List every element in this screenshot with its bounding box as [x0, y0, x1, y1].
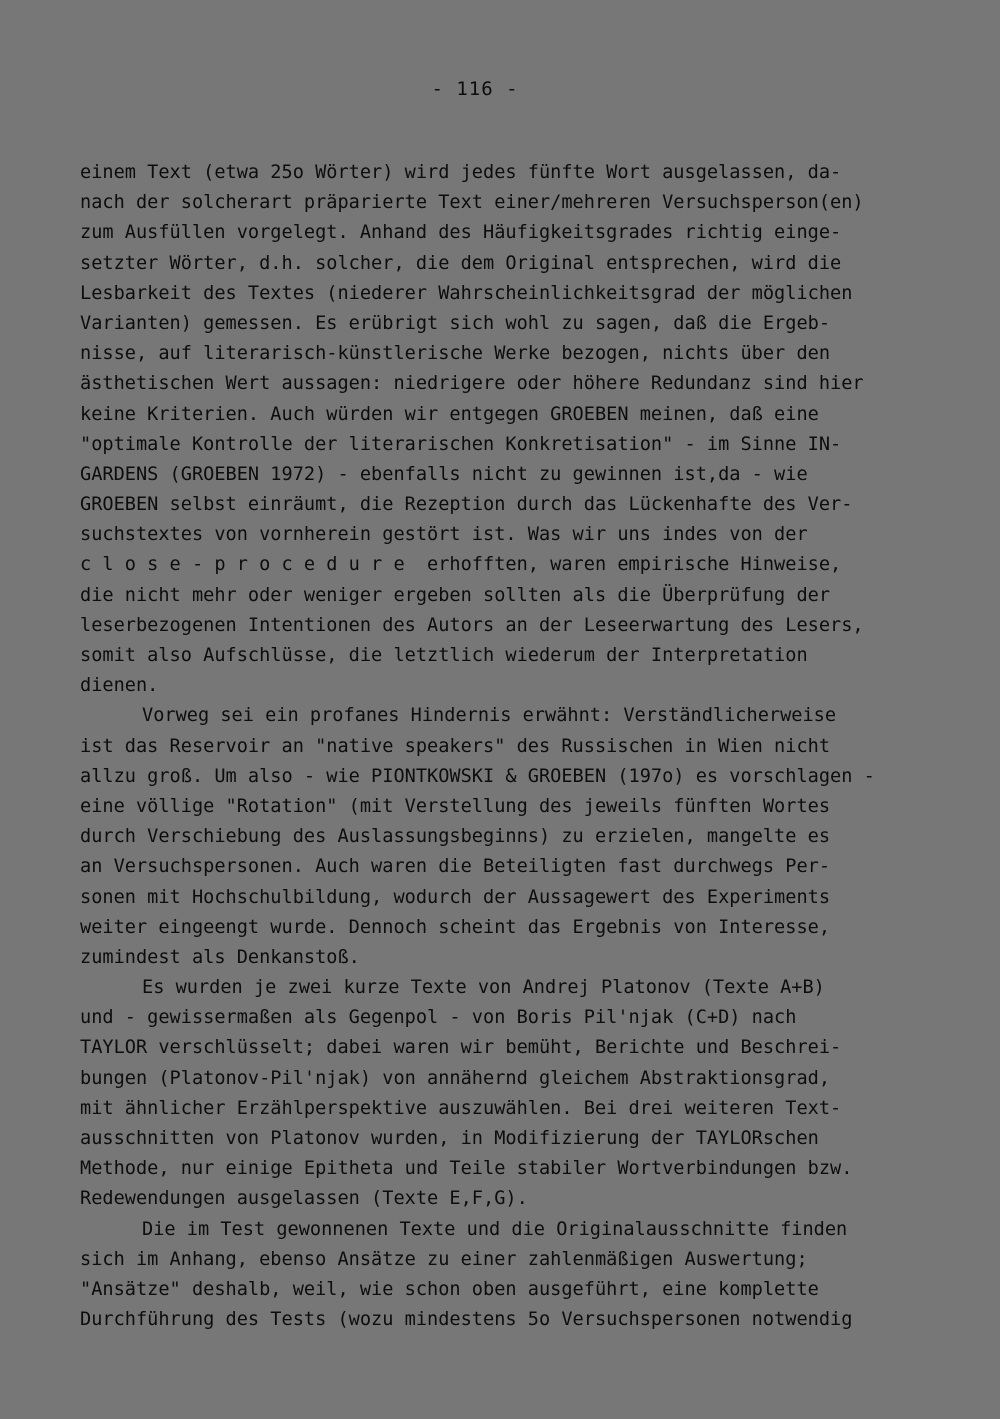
- text-line: setzter Wörter, d.h. solcher, die dem Original entsprechen, wird die: [80, 252, 842, 274]
- text-line: Es wurden je zwei kurze Texte von Andrej Platonov (Texte A+B): [142, 977, 825, 999]
- text-line: Die im Test gewonnenen Texte und die Originalausschnitte finden: [142, 1218, 848, 1240]
- text-line: Vorweg sei ein profanes Hindernis erwähnt: Verständlicherweise: [142, 705, 837, 727]
- text-line: GROEBEN selbst einräumt, die Rezeption durch das Lückenhafte des Ver-: [80, 494, 853, 516]
- text-line: dienen.: [80, 675, 159, 697]
- text-line: weiter eingeengt wurde. Dennoch scheint das Ergebnis von Interesse,: [80, 916, 831, 938]
- text-line: leserbezogenen Intentionen des Autors an der Leseerwartung des Lesers,: [80, 614, 864, 636]
- text-line: durch Verschiebung des Auslassungsbeginns) zu erzielen, mangelte es: [80, 826, 831, 848]
- text-line: Lesbarkeit des Textes (niederer Wahrscheinlichkeitsgrad der möglichen: [80, 282, 853, 304]
- text-line: keine Kriterien. Auch würden wir entgegen GROEBEN meinen, daß eine: [80, 403, 819, 425]
- text-line: c l o s e - p r o c e d u r e erhofften, waren empirische Hinweise,: [80, 554, 842, 576]
- text-line: ist das Reservoir an "native speakers" des Russischen in Wien nicht: [80, 735, 831, 757]
- text-line: zum Ausfüllen vorgelegt. Anhand des Häufigkeitsgrades richtig einge-: [80, 222, 842, 244]
- text-line: nach der solcherart präparierte Text einer/mehreren Versuchsperson(en): [80, 192, 864, 214]
- text-line: sich im Anhang, ebenso Ansätze zu einer zahlenmäßigen Auswertung;: [80, 1248, 808, 1270]
- text-line: mit ähnlicher Erzählperspektive auszuwählen. Bei drei weiteren Text-: [80, 1097, 842, 1119]
- text-line: bungen (Platonov-Pil'njak) von annähernd gleichem Abstraktionsgrad,: [80, 1067, 831, 1089]
- text-line: allzu groß. Um also - wie PIONTKOWSKI & GROEBEN (197o) es vorschlagen -: [80, 765, 875, 787]
- text-line: "Ansätze" deshalb, weil, wie schon oben ausgeführt, eine komplette: [80, 1278, 819, 1300]
- text-line: Redewendungen ausgelassen (Texte E,F,G).: [80, 1188, 528, 1210]
- text-line: nisse, auf literarisch-künstlerische Werke bezogen, nichts über den: [80, 343, 831, 365]
- text-line: Varianten) gemessen. Es erübrigt sich wohl zu sagen, daß die Ergeb-: [80, 312, 831, 334]
- text-line: an Versuchspersonen. Auch waren die Beteiligten fast durchwegs Per-: [80, 856, 831, 878]
- text-line: suchstextes von vornherein gestört ist. Was wir uns indes von der: [80, 524, 808, 546]
- text-line: somit also Aufschlüsse, die letztlich wiederum der Interpretation: [80, 645, 808, 666]
- text-line: die nicht mehr oder weniger ergeben sollten als die Überprüfung der: [80, 584, 831, 606]
- text-line: ästhetischen Wert aussagen: niedrigere oder höhere Redundanz sind hier: [80, 373, 864, 395]
- body-text: [80, 158, 940, 1335]
- page-number: - 116 -: [431, 78, 519, 100]
- text-line: und - gewissermaßen als Gegenpol - von Boris Pil'njak (C+D) nach: [80, 1007, 797, 1029]
- text-line: GARDENS (GROEBEN 1972) - ebenfalls nicht zu gewinnen ist,da - wie: [80, 463, 808, 485]
- text-line: TAYLOR verschlüsselt; dabei waren wir bemüht, Berichte und Beschrei-: [80, 1037, 842, 1059]
- text-line: sonen mit Hochschulbildung, wodurch der Aussagewert des Experiments: [80, 886, 831, 908]
- text-line: "optimale Kontrolle der literarischen Konkretisation" - im Sinne IN-: [80, 433, 842, 455]
- text-line: Methode, nur einige Epitheta und Teile stabiler Wortverbindungen bzw.: [80, 1158, 853, 1180]
- text-line: ausschnitten von Platonov wurden, in Modifizierung der TAYLORschen: [80, 1128, 819, 1149]
- text-line: Durchführung des Tests (wozu mindestens 5o Versuchspersonen notwendig: [80, 1309, 853, 1331]
- text-line: zumindest als Denkanstoß.: [80, 946, 360, 968]
- text-line: eine völlige "Rotation" (mit Verstellung des jeweils fünften Wortes: [80, 795, 831, 817]
- text-line: einem Text (etwa 25o Wörter) wird jedes fünfte Wort ausgelassen, da-: [80, 162, 842, 183]
